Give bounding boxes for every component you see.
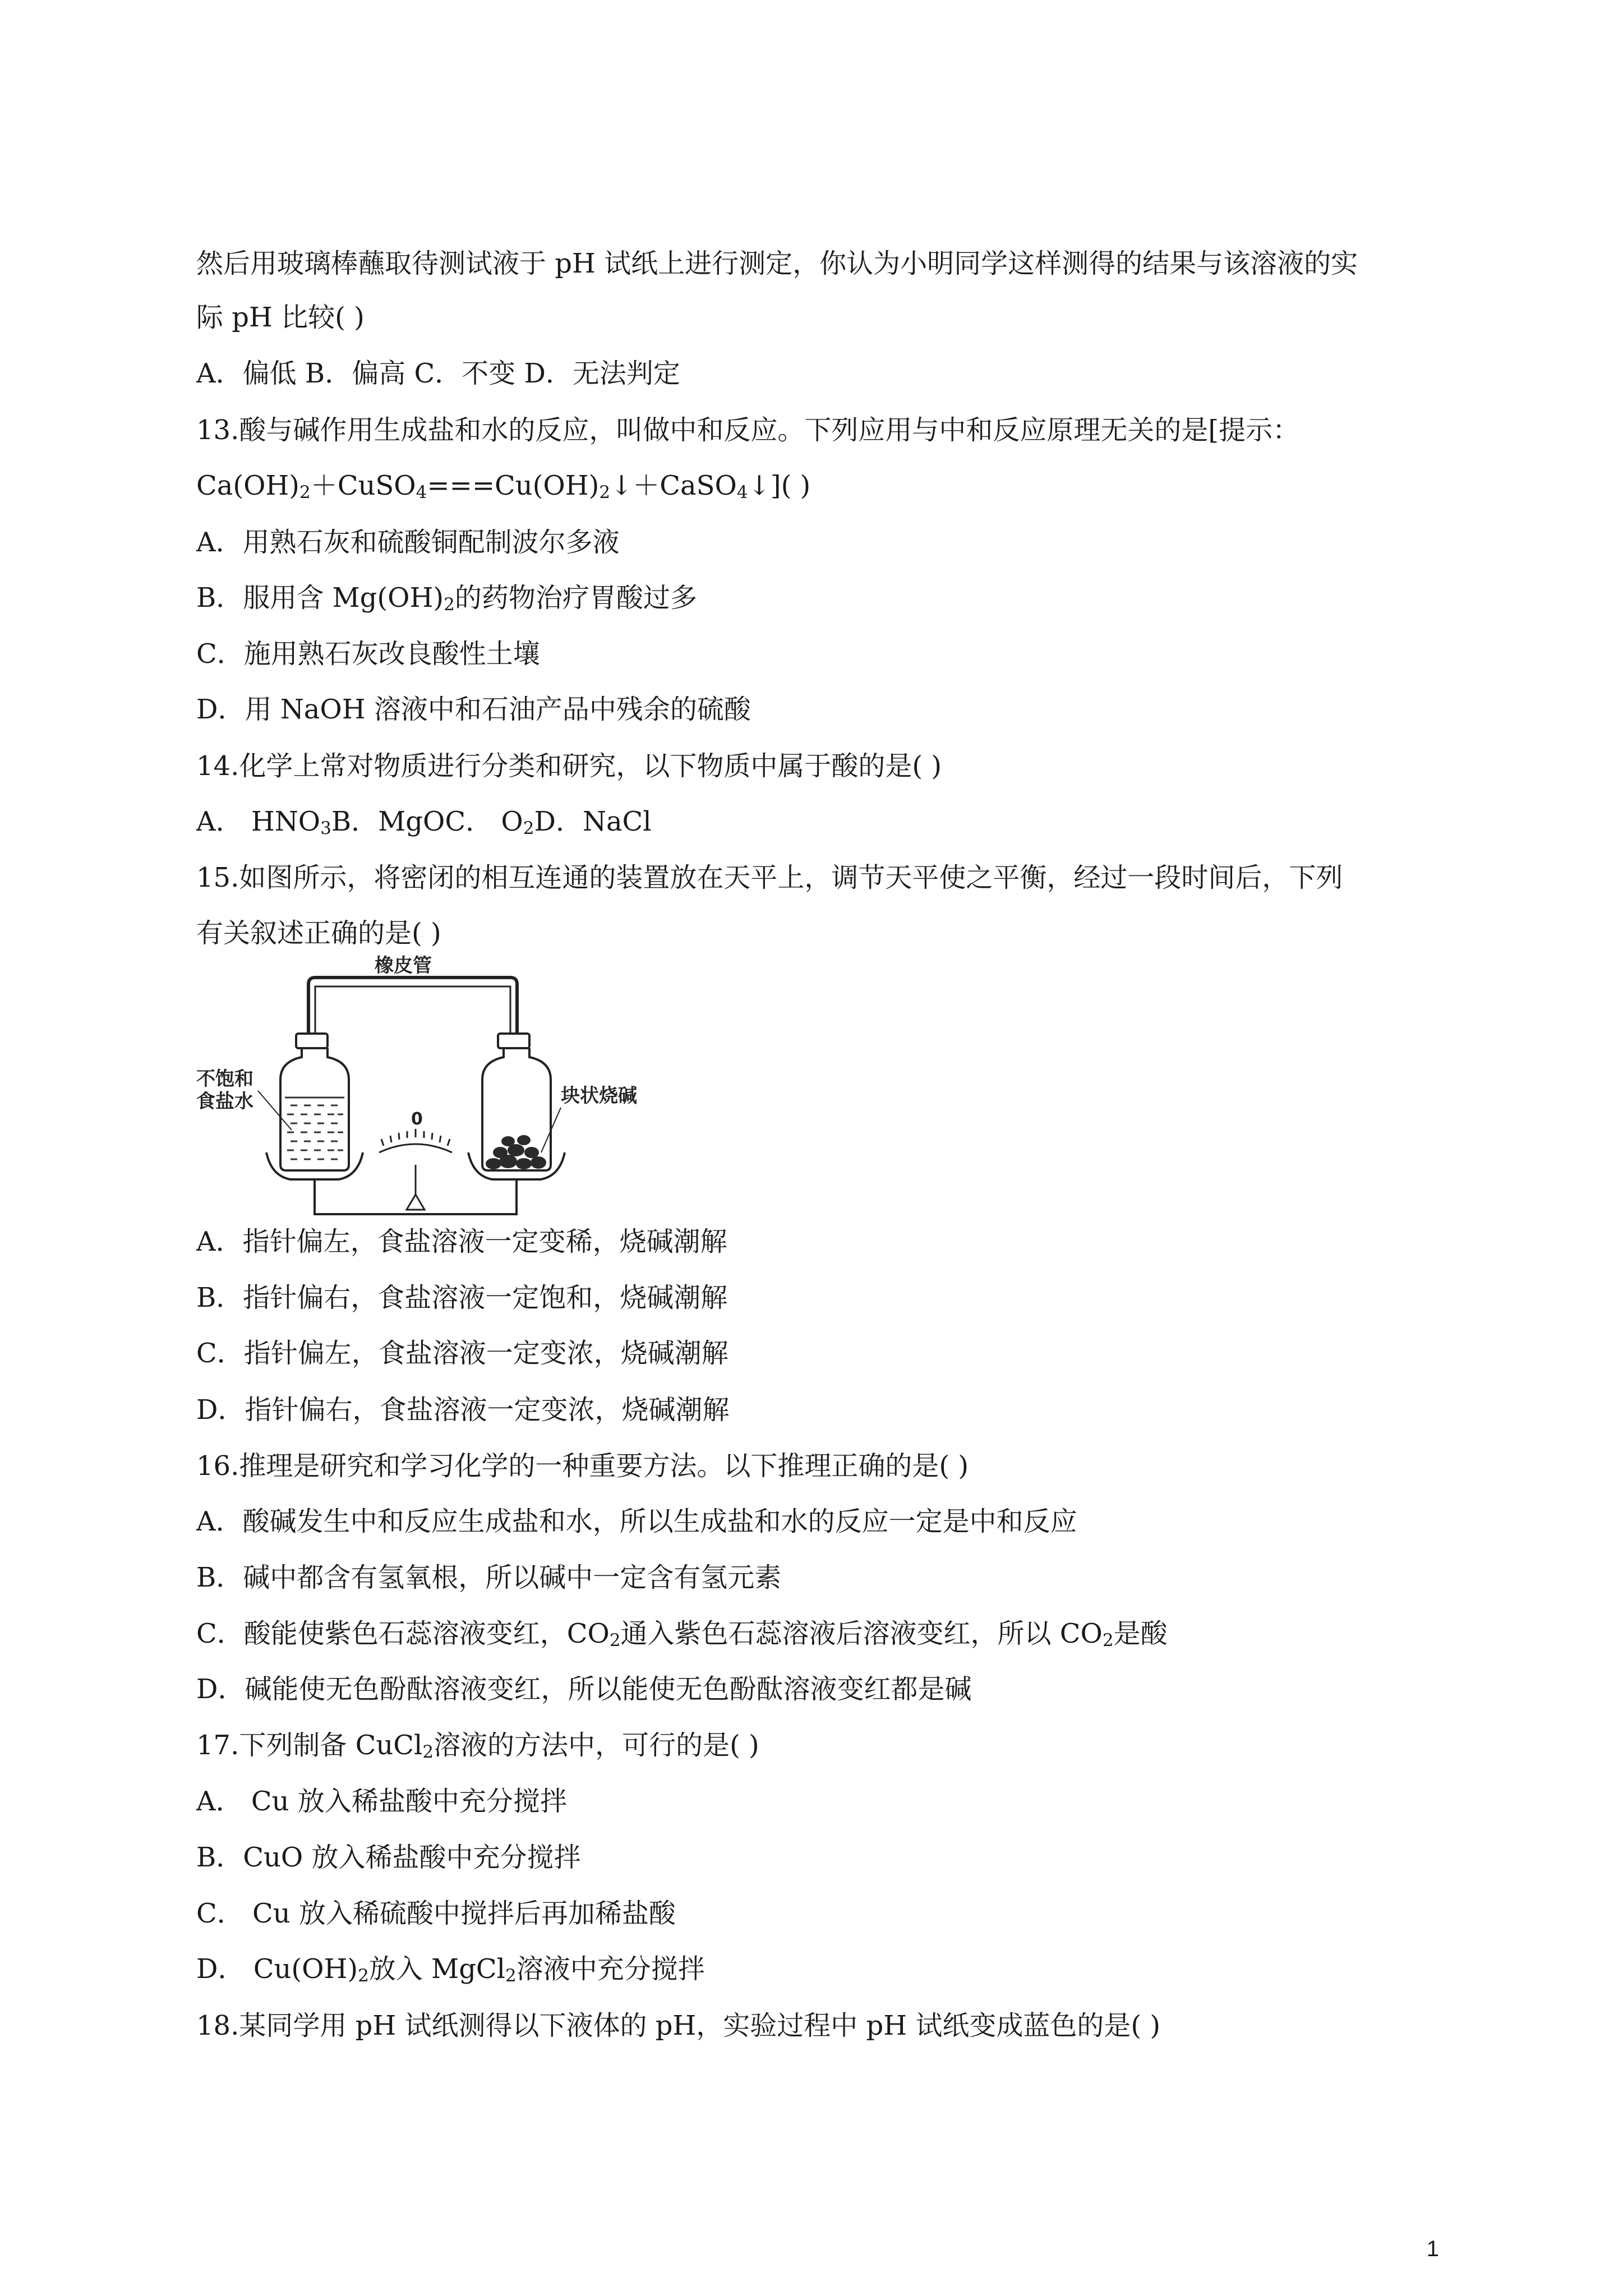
question-18: 18.某同学用 pH 试纸测得以下液体的 pH，实验过程中 pH 试纸变成蓝色的是( ) <box>196 2010 1161 2041</box>
tube-label: 橡皮管 <box>375 955 432 977</box>
balance-pivot <box>407 1165 425 1210</box>
left-label-line1: 不饱和 <box>196 1068 253 1090</box>
option-a: A．用熟石灰和硫酸铜配制波尔多液 <box>196 527 620 558</box>
option-d: D．指针偏右，食盐溶液一定变浓，烧碱潮解 <box>196 1394 730 1426</box>
option-c: C．酸能使紫色石蕊溶液变红，$CO_2$通入紫色石蕊溶液后溶液变红，所以 $CO_2$是酸 <box>196 1618 1168 1650</box>
option-a: A．酸碱发生中和反应生成盐和水，所以生成盐和水的反应一定是中和反应 <box>196 1506 1077 1537</box>
page-number: 1 <box>1426 2237 1439 2261</box>
option-b: B．服用含 $Mg(OH)_2$的药物治疗胃酸过多 <box>196 582 697 615</box>
apparatus-figure <box>196 955 656 1214</box>
option-b: B．指针偏右，食盐溶液一定饱和，烧碱潮解 <box>196 1282 728 1313</box>
option-d: D． $Cu(OH)_2$放入 MgCl$_2$溶液中充分搅拌 <box>196 1953 705 1986</box>
option-c: C．指针偏左，食盐溶液一定变浓，烧碱潮解 <box>196 1338 728 1369</box>
formula-line: $Ca(OH)_2+CuSO_4===Cu(OH)_2↓+CaSO_4↓$]( ) <box>196 470 811 502</box>
option-b: B．碱中都含有氢氧根，所以碱中一定含有氢元素 <box>196 1562 782 1593</box>
caustic-soda-lumps <box>486 1135 546 1169</box>
text-line: 然后用玻璃棒蘸取待测试液于 pH 试纸上进行测定，你认为小明同学这样测得的结果与该溶液的实 <box>196 248 1358 279</box>
option-c: C． Cu 放入稀硫酸中搅拌后再加稀盐酸 <box>196 1898 676 1929</box>
option-c: C．施用熟石灰改良酸性土壤 <box>196 638 540 670</box>
question-14: 14.化学上常对物质进行分类和研究，以下物质中属于酸的是( ) <box>196 750 942 782</box>
scale-zero-label: 0 <box>411 1109 423 1129</box>
option-line: A．偏低 B．偏高 C．不变 D．无法判定 <box>196 358 680 389</box>
option-line: A． $HNO_3B$．MgOC． $O_2D$．NaCl <box>196 806 652 838</box>
question-15: 15.如图所示，将密闭的相互连通的装置放在天平上，调节天平使之平衡，经过一段时间后，下列 <box>196 862 1343 893</box>
balance-scale <box>379 1144 452 1152</box>
question-13: 13.酸与碱作用生成盐和水的反应，叫做中和反应。下列应用与中和反应原理无关的是[提示： <box>196 414 1300 446</box>
option-a: A．指针偏左，食盐溶液一定变稀，烧碱潮解 <box>196 1226 727 1257</box>
text-line: 有关叙述正确的是( ) <box>196 918 441 949</box>
left-label-line2: 食盐水 <box>196 1090 253 1113</box>
option-d: D．用 NaOH 溶液中和石油产品中残余的硫酸 <box>196 694 751 725</box>
option-b: B．CuO 放入稀盐酸中充分搅拌 <box>196 1842 581 1873</box>
question-17: 17.下列制备 CuCl$_2$溶液的方法中，可行的是( ) <box>196 1730 759 1762</box>
option-d: D．碱能使无色酚酞溶液变红，所以能使无色酚酞溶液变红都是碱 <box>196 1673 972 1705</box>
text-line: 际 pH 比较( ) <box>196 302 365 333</box>
option-a: A． Cu 放入稀盐酸中充分搅拌 <box>196 1786 567 1817</box>
question-16: 16.推理是研究和学习化学的一种重要方法。以下推理正确的是( ) <box>196 1450 969 1482</box>
right-label: 块状烧碱 <box>561 1085 637 1107</box>
